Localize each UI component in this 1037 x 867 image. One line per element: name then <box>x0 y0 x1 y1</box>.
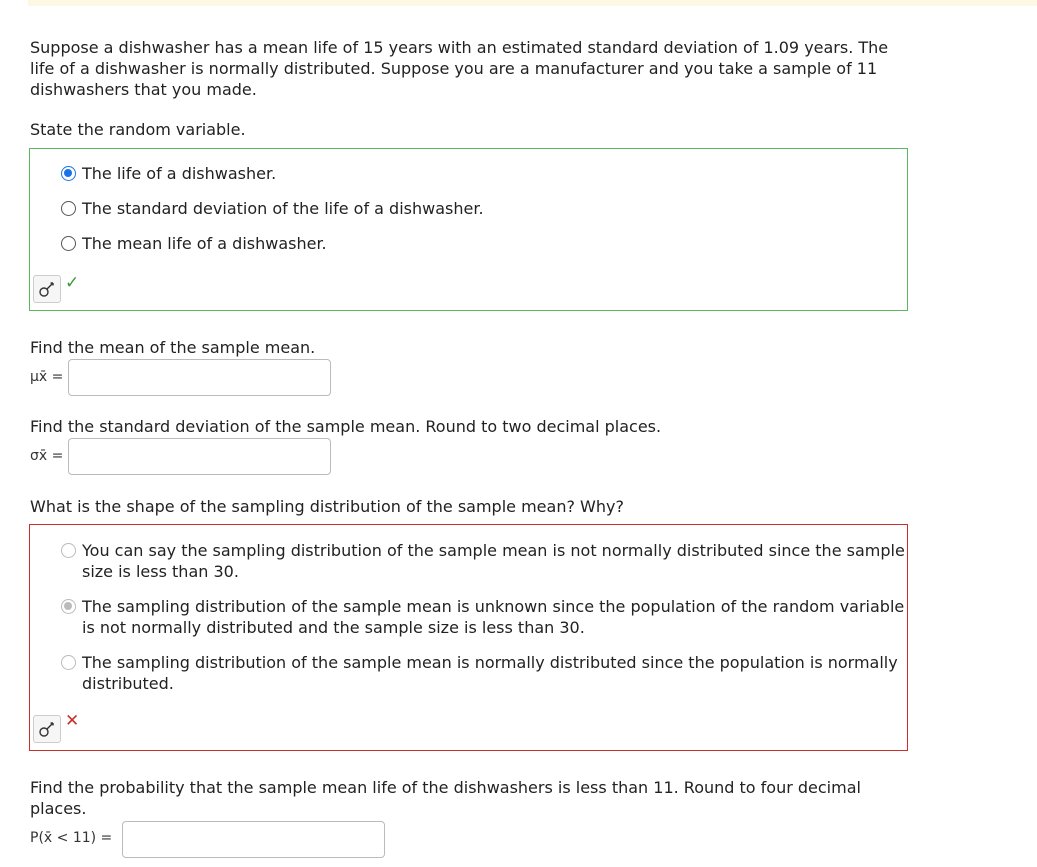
q4-option-0-label: You can say the sampling distribution of the sample mean is not normally distributed since the sample size is less than 30. <box>82 541 905 581</box>
q1-option-0[interactable] <box>61 163 276 184</box>
q4-option-1-label: The sampling distribution of the sample mean is unknown since the population of the random variable is not normally distributed and the sample size is less than 30. <box>82 597 905 637</box>
q1-key-button[interactable] <box>33 275 61 303</box>
q1-radio-2[interactable] <box>61 236 76 251</box>
q5-label: P(x̄ < 11) = <box>30 830 113 846</box>
q3-prompt: Find the standard deviation of the sample mean. Round to two decimal places. <box>30 417 662 436</box>
q4-prompt: What is the shape of the sampling distribution of the sample mean? Why? <box>30 497 624 516</box>
problem-intro: Suppose a dishwasher has a mean life of 15 years with an estimated standard deviation of 1.09 years. The life of a dishwasher is normally distributed. Suppose you are a manufacturer and you take a sample of 11 dishwashers that you made. <box>30 38 889 99</box>
q1-option-1-label: The standard deviation of the life of a dishwasher. <box>82 199 484 218</box>
q2-label: μx̄ = <box>30 369 64 385</box>
q5-prompt: Find the probability that the sample mean life of the dishwashers is less than 11. Round to four decimal places. <box>30 778 861 818</box>
cross-icon: ✕ <box>65 711 80 731</box>
q3-label: σx̄ = <box>30 448 64 464</box>
top-banner <box>28 0 1037 6</box>
q1-option-0-label: The life of a dishwasher. <box>82 164 277 183</box>
check-icon: ✓ <box>65 273 80 293</box>
q4-key-button[interactable] <box>33 715 61 743</box>
q2-answer-input[interactable] <box>68 359 331 396</box>
q4-option-1[interactable] <box>61 596 906 638</box>
q4-radio-2[interactable] <box>61 655 76 670</box>
q1-option-1[interactable] <box>61 198 484 219</box>
q4-option-0[interactable] <box>61 540 906 582</box>
q5-answer-input[interactable] <box>122 821 385 858</box>
q1-radio-1[interactable] <box>61 201 76 216</box>
q4-radio-1[interactable] <box>61 599 76 614</box>
key-icon <box>38 280 56 298</box>
q2-prompt: Find the mean of the sample mean. <box>30 338 316 357</box>
q4-radio-0[interactable] <box>61 543 76 558</box>
q4-option-2-label: The sampling distribution of the sample mean is normally distributed since the population is normally distributed. <box>82 653 898 693</box>
q3-answer-input[interactable] <box>68 438 331 475</box>
key-icon <box>38 720 56 738</box>
q1-radio-0[interactable] <box>61 166 76 181</box>
q1-option-2[interactable] <box>61 233 327 254</box>
q1-prompt: State the random variable. <box>30 120 246 139</box>
q4-option-2[interactable] <box>61 652 907 694</box>
q1-option-2-label: The mean life of a dishwasher. <box>82 234 327 253</box>
